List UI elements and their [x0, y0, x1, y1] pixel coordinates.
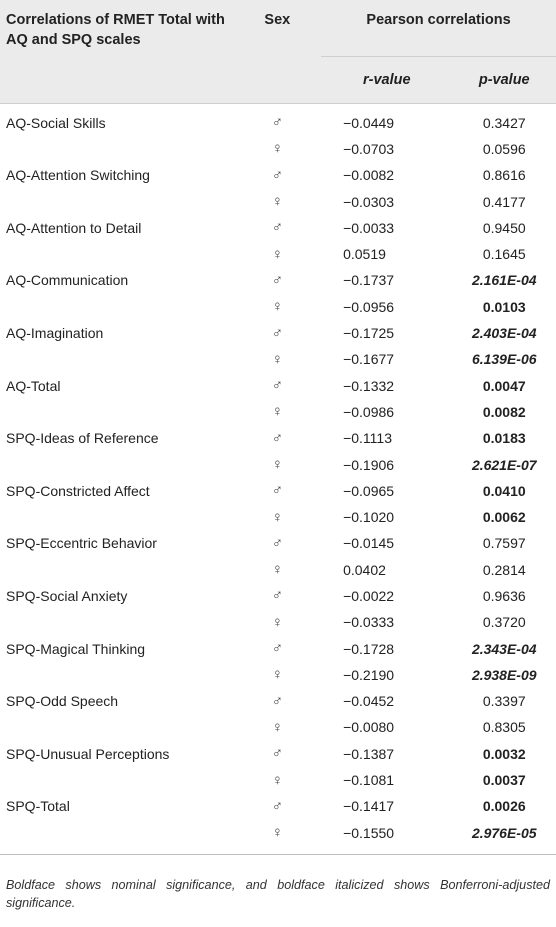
subheader-blank-sex	[234, 56, 321, 103]
table-row	[0, 451, 556, 477]
cell-scale	[0, 504, 234, 530]
cell-scale	[0, 241, 234, 267]
cell-scale	[0, 557, 234, 583]
table-row	[0, 267, 556, 293]
cell-r-value: −0.0022	[343, 587, 395, 604]
cell-p-value: 0.0103	[482, 298, 526, 315]
cell-scale: AQ-Attention to Detail	[6, 219, 142, 236]
table-row	[0, 662, 556, 688]
cell-scale: AQ-Social Skills	[6, 114, 106, 131]
cell-scale	[0, 346, 234, 372]
female-symbol-icon: ♀	[271, 824, 283, 842]
cell-scale	[0, 820, 234, 846]
female-symbol-icon: ♀	[271, 771, 283, 789]
female-symbol-icon: ♀	[271, 140, 283, 158]
male-symbol-icon: ♂	[271, 114, 283, 132]
header-r-value	[321, 56, 452, 103]
cell-p-value: 0.0026	[482, 798, 526, 815]
male-symbol-icon: ♂	[271, 640, 283, 658]
cell-r-value: −0.2190	[343, 666, 395, 683]
male-symbol-icon: ♂	[271, 429, 283, 447]
cell-r-value: −0.0303	[343, 193, 395, 210]
table-row	[0, 504, 556, 530]
table-row	[0, 425, 556, 451]
cell-r-value: −0.0986	[343, 403, 395, 420]
male-symbol-icon: ♂	[271, 587, 283, 605]
male-symbol-icon: ♂	[271, 377, 283, 395]
male-symbol-icon: ♂	[271, 271, 283, 289]
table-row	[0, 767, 556, 793]
cell-p-value: 2.976E-05	[471, 824, 537, 841]
cell-scale: SPQ-Unusual Perceptions	[6, 745, 170, 762]
cell-r-value: −0.1387	[343, 745, 395, 762]
female-symbol-icon: ♀	[271, 350, 283, 368]
table-row	[0, 294, 556, 320]
female-symbol-icon: ♀	[271, 193, 283, 211]
table-footnote: Boldface shows nominal significance, and boldface italicized shows Bonferroni-adjusted significance.	[6, 878, 550, 910]
cell-r-value: −0.1677	[343, 351, 395, 368]
male-symbol-icon: ♂	[271, 166, 283, 184]
cell-r-value: −0.1906	[343, 456, 395, 473]
cell-scale	[0, 662, 234, 688]
table-row	[0, 688, 556, 714]
table-row	[0, 741, 556, 767]
cell-scale	[0, 714, 234, 740]
cell-p-value: 0.2814	[482, 561, 526, 578]
cell-p-value: 0.7597	[482, 535, 526, 552]
cell-r-value: −0.0333	[343, 614, 395, 631]
cell-r-value: −0.0956	[343, 298, 395, 315]
cell-p-value: 2.403E-04	[471, 325, 537, 342]
table-row	[0, 188, 556, 214]
table-row	[0, 478, 556, 504]
cell-r-value: −0.0145	[343, 535, 395, 552]
cell-p-value: 0.8305	[482, 719, 526, 736]
table-row	[0, 635, 556, 661]
female-symbol-icon: ♀	[271, 718, 283, 736]
cell-p-value: 0.3427	[482, 114, 526, 131]
header-scale: Correlations of RMET Total with AQ and SPQ scales	[6, 12, 225, 48]
cell-scale: AQ-Imagination	[6, 325, 104, 342]
header-r-value-label: r-value	[363, 71, 411, 88]
cell-r-value: −0.1332	[343, 377, 395, 394]
female-symbol-icon: ♀	[271, 403, 283, 421]
header-row	[0, 0, 556, 56]
table-row	[0, 530, 556, 556]
table-row	[0, 162, 556, 188]
cell-p-value: 0.9450	[482, 219, 526, 236]
cell-scale	[0, 609, 234, 635]
cell-scale: SPQ-Total	[6, 798, 70, 815]
female-symbol-icon: ♀	[271, 613, 283, 631]
cell-r-value: −0.0703	[343, 140, 395, 157]
cell-r-value: −0.1113	[343, 430, 392, 447]
cell-r-value: −0.1725	[343, 325, 395, 342]
cell-r-value: −0.0033	[343, 219, 395, 236]
male-symbol-icon: ♂	[271, 797, 283, 815]
cell-p-value: 0.1645	[482, 246, 526, 263]
cell-p-value: 2.938E-09	[471, 666, 537, 683]
table-row	[0, 583, 556, 609]
cell-scale	[0, 188, 234, 214]
table-row	[0, 241, 556, 267]
cell-scale	[0, 451, 234, 477]
cell-r-value: −0.1081	[343, 772, 395, 789]
cell-p-value: 0.0596	[482, 140, 526, 157]
cell-p-value: 2.161E-04	[471, 272, 537, 289]
female-symbol-icon: ♀	[271, 456, 283, 473]
male-symbol-icon: ♂	[271, 482, 283, 500]
cell-p-value: 0.3720	[482, 614, 526, 631]
table-row	[0, 136, 556, 162]
female-symbol-icon: ♀	[271, 245, 283, 263]
cell-scale: AQ-Total	[6, 377, 61, 394]
subheader-row	[0, 56, 556, 103]
female-symbol-icon: ♀	[271, 561, 283, 579]
cell-p-value: 0.0062	[482, 509, 526, 526]
male-symbol-icon: ♂	[271, 745, 283, 763]
cell-scale: AQ-Attention Switching	[6, 167, 150, 184]
cell-p-value: 0.0183	[482, 430, 526, 447]
table-row	[0, 820, 556, 846]
table-row	[0, 609, 556, 635]
cell-scale: SPQ-Ideas of Reference	[6, 430, 159, 447]
header-sex: Sex	[264, 12, 291, 28]
table-row	[0, 557, 556, 583]
male-symbol-icon: ♂	[271, 692, 283, 710]
table-row	[0, 320, 556, 346]
cell-r-value: 0.0402	[343, 561, 386, 578]
cell-r-value: −0.0080	[343, 719, 395, 736]
cell-r-value: −0.0965	[343, 482, 395, 499]
table-row	[0, 346, 556, 372]
cell-p-value: 0.0410	[482, 482, 526, 499]
cell-scale: SPQ-Constricted Affect	[6, 482, 150, 499]
cell-p-value: 0.0047	[482, 377, 526, 394]
cell-p-value: 0.4177	[482, 193, 526, 210]
cell-r-value: −0.1417	[343, 798, 395, 815]
male-symbol-icon: ♂	[271, 324, 283, 342]
cell-scale	[0, 136, 234, 162]
cell-p-value: 0.9636	[482, 587, 526, 604]
cell-p-value: 2.621E-07	[471, 456, 537, 473]
cell-p-value: 0.3397	[482, 693, 526, 710]
cell-p-value: 2.343E-04	[471, 640, 537, 657]
male-symbol-icon: ♂	[271, 219, 283, 237]
cell-scale: AQ-Communication	[6, 272, 129, 289]
female-symbol-icon: ♀	[271, 298, 283, 316]
header-pearson: Pearson correlations	[366, 12, 511, 28]
cell-scale	[0, 767, 234, 793]
cell-p-value: 6.139E-06	[471, 351, 537, 368]
cell-r-value: −0.1550	[343, 824, 395, 841]
table-row	[0, 103, 556, 136]
subheader-blank	[0, 56, 234, 103]
table-row	[0, 372, 556, 398]
cell-scale: SPQ-Odd Speech	[6, 693, 119, 710]
cell-scale: SPQ-Magical Thinking	[6, 640, 146, 657]
cell-p-value: 0.0037	[482, 772, 526, 789]
cell-r-value: 0.0519	[343, 246, 386, 263]
table-body	[0, 103, 556, 846]
table-row	[0, 399, 556, 425]
cell-r-value: −0.0449	[343, 114, 395, 131]
female-symbol-icon: ♀	[271, 666, 283, 684]
cell-scale	[0, 399, 234, 425]
cell-r-value: −0.0452	[343, 693, 395, 710]
cell-p-value: 0.0082	[482, 403, 526, 420]
header-p-value	[452, 56, 556, 103]
cell-scale: SPQ-Social Anxiety	[6, 587, 128, 604]
male-symbol-icon: ♂	[271, 534, 283, 552]
table-row	[0, 714, 556, 740]
cell-p-value: 0.0032	[482, 745, 526, 762]
table-row	[0, 215, 556, 241]
cell-r-value: −0.1728	[343, 640, 395, 657]
cell-p-value: 0.8616	[482, 167, 526, 184]
header-p-value-label: p-value	[478, 71, 530, 88]
cell-r-value: −0.1737	[343, 272, 395, 289]
cell-r-value: −0.1020	[343, 509, 395, 526]
female-symbol-icon: ♀	[271, 508, 283, 526]
cell-scale: SPQ-Eccentric Behavior	[6, 535, 157, 552]
table-end-rule	[0, 846, 556, 855]
table-row	[0, 793, 556, 819]
cell-r-value: −0.0082	[343, 167, 395, 184]
cell-scale	[0, 294, 234, 320]
